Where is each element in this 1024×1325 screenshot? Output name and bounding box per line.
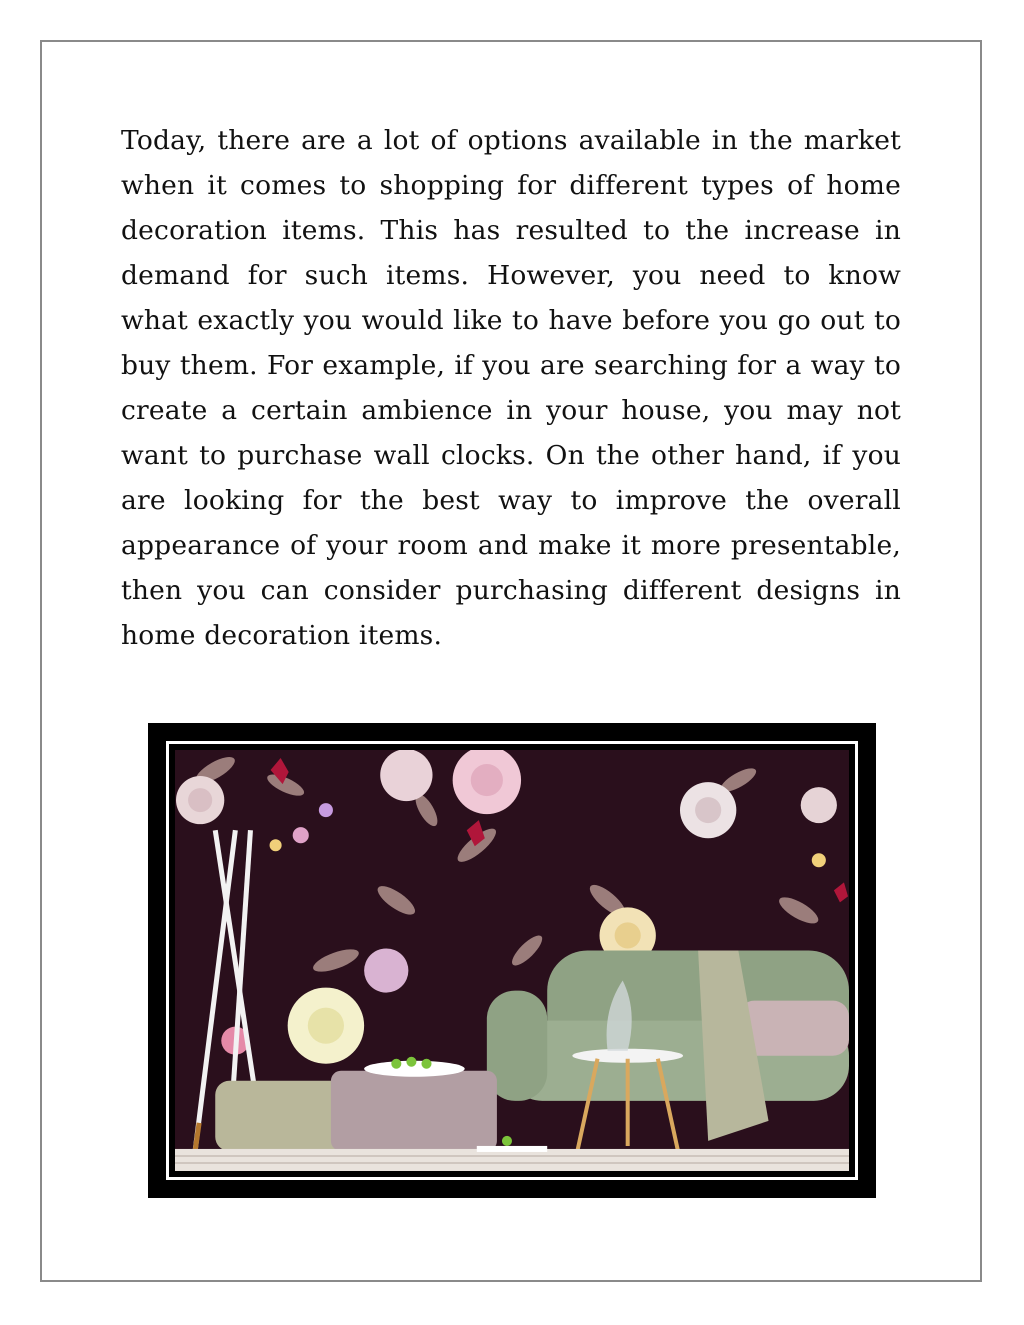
body-paragraph: Today, there are a lot of options available in the market when it comes to shopping for different types of home decoration items. This has resulted to the increase in demand for such items. However, you need to know what exactly you would like to have before you go out to buy them. For example, if you are searching for a way to create a certain ambience in your house, you may not want to purchase wall clocks. On the other hand, if you are looking for the best way to improve the overall appearance of your room and make it more presentable, then you can consider purchasing different designs in home decoration items. bbox=[121, 125, 901, 651]
floral-wallpaper-room-image bbox=[175, 750, 849, 1171]
photo-frame-line bbox=[166, 741, 858, 1180]
framed-photo bbox=[148, 723, 876, 1198]
room-illustration bbox=[175, 750, 849, 1171]
